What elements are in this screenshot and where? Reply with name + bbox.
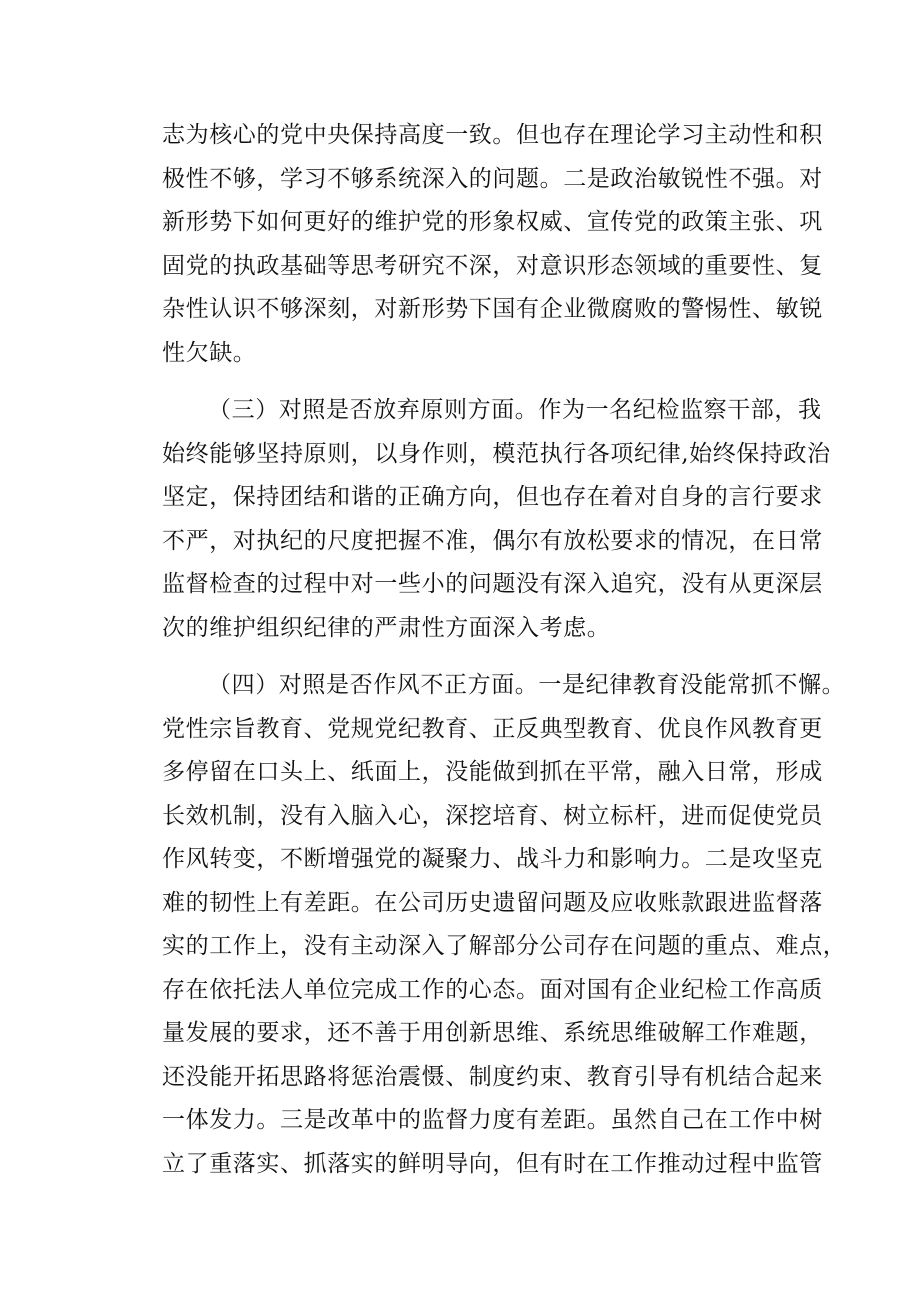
paragraph-2-line: 始终能够坚持原则，以身作则，模范执行各项纪律,始终保持政治 — [162, 440, 831, 467]
paragraph-2-heading-line: （三）对照是否放弃原则方面。作为一名纪检监察干部，我 — [208, 397, 822, 423]
paragraph-3 — [162, 664, 847, 1186]
document-body — [162, 114, 847, 1186]
paragraph-3-line: 还没能开拓思路将惩治震慑、制度约束、教育引导有机结合起来 — [162, 1063, 823, 1090]
paragraph-3-heading-line: （四）对照是否作风不正方面。一是纪律教育没能常抓不懈。 — [208, 672, 846, 698]
paragraph-2-line: 监督检查的过程中对一些小的问题没有深入追究，没有从更深层 — [162, 571, 823, 597]
paragraph-2 — [162, 389, 831, 650]
paragraph-1-line: 极性不够，学习不够系统深入的问题。二是政治敏锐性不强。对 — [162, 165, 823, 192]
paragraph-3-line: 党性宗旨教育、党规党纪教育、正反典型教育、优良作风教育更 — [162, 715, 823, 742]
paragraph-spacer — [162, 650, 802, 664]
paragraph-3-line: 一体发力。三是改革中的监督力度有差距。虽然自己在工作中树 — [162, 1107, 823, 1133]
paragraph-2-line: 坚定，保持团结和谐的正确方向，但也存在着对自身的言行要求 — [162, 484, 823, 510]
paragraph-2-line: 次的维护组织纪律的严肃性方面深入考虑。 — [162, 614, 611, 641]
paragraph-3-line: 存在依托法人单位完成工作的心态。面对国有企业纪检工作高质 — [162, 976, 823, 1003]
paragraph-1-line: 杂性认识不够深刻，对新形势下国有企业微腐败的警惕性、敏锐 — [162, 296, 823, 322]
paragraph-3-line: 难的韧性上有差距。在公司历史遗留问题及应收账款跟进监督落 — [162, 889, 823, 916]
paragraph-1-line: 固党的执政基础等思考研究不深，对意识形态领域的重要性、复 — [162, 252, 823, 279]
paragraph-1-line: 志为核心的党中央保持高度一致。但也存在理论学习主动性和积 — [162, 122, 823, 148]
paragraph-1 — [162, 114, 823, 375]
paragraph-3-line: 多停留在口头上、纸面上，没能做到抓在平常，融入日常，形成 — [162, 759, 823, 785]
paragraph-3-line: 实的工作上，没有主动深入了解部分公司存在问题的重点、难点， — [162, 933, 847, 959]
paragraph-spacer — [162, 375, 802, 389]
paragraph-3-line: 长效机制，没有入脑入心，深挖培育、树立标杆，进而促使党员 — [162, 802, 823, 829]
paragraph-2-line: 不严，对执纪的尺度把握不准，偶尔有放松要求的情况，在日常 — [162, 527, 823, 554]
paragraph-3-line: 量发展的要求，还不善于用创新思维、系统思维破解工作难题， — [162, 1020, 823, 1046]
paragraph-1-line: 新形势下如何更好的维护党的形象权威、宣传党的政策主张、巩 — [162, 209, 823, 235]
paragraph-3-line: 作风转变，不断增强党的凝聚力、战斗力和影响力。二是攻坚克 — [162, 846, 823, 872]
paragraph-1-line: 性欠缺。 — [162, 339, 257, 366]
paragraph-3-line: 立了重落实、抓落实的鲜明导向，但有时在工作推动过程中监管 — [162, 1150, 823, 1177]
